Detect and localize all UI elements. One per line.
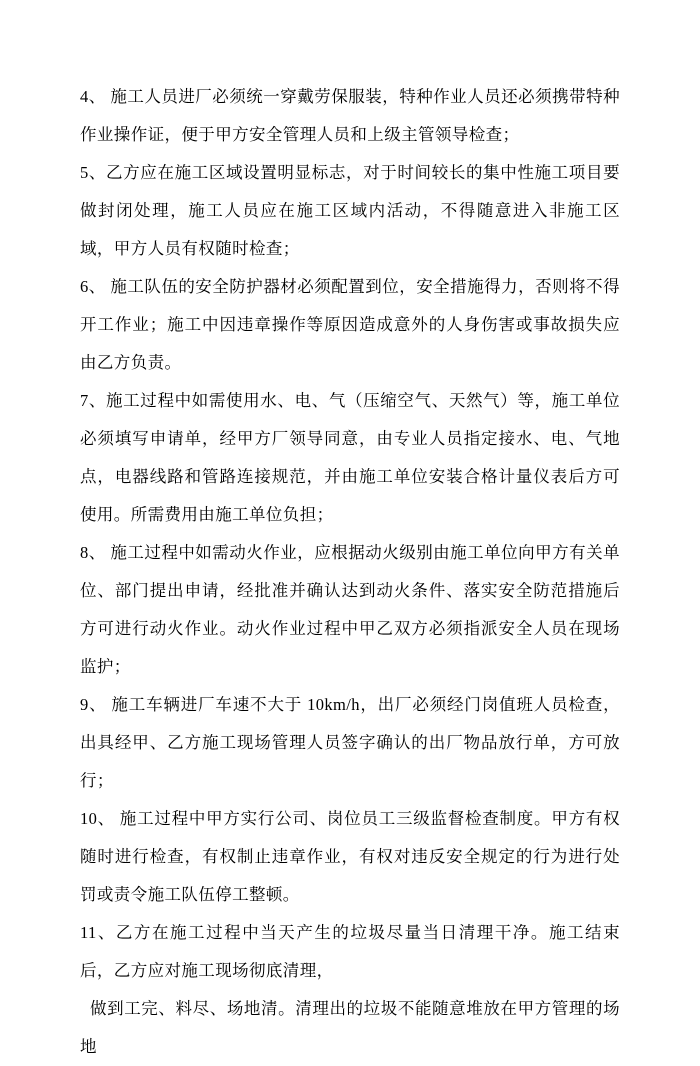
clause-4: 4、 施工人员进厂必须统一穿戴劳保服装，特种作业人员还必须携带特种作业操作证，便于甲方安全管理人员和上级主管领导检查；: [80, 87, 620, 144]
clause-10: 10、 施工过程中甲方实行公司、岗位员工三级监督检查制度。甲方有权随时进行检查，有权制止违章作业，有权对违反安全规定的行为进行处罚或责令施工队伍停工整顿。: [80, 809, 620, 904]
clause-7: 7、施工过程中如需使用水、电、气（压缩空气、天然气）等，施工单位必须填写申请单，经甲方厂领导同意，由专业人员指定接水、电、气地点，电器线路和管路连接规范，并由施工单位安装合格计量仪表后方可使用。所需费用由施工单位负担；: [80, 391, 620, 524]
clause-8: 8、 施工过程中如需动火作业，应根据动火级别由施工单位向甲方有关单位、部门提出申请，经批准并确认达到动火条件、落实安全防范措施后方可进行动火作业。动火作业过程中甲乙双方必须指派安全人员在现场监护；: [80, 543, 620, 676]
clause-6: 6、 施工队伍的安全防护器材必须配置到位，安全措施得力，否则将不得开工作业；施工中因违章操作等原因造成意外的人身伤害或事故损失应由乙方负责。: [80, 277, 620, 372]
clause-11-continuation: 做到工完、料尽、场地清。清理出的垃圾不能随意堆放在甲方管理的场地: [80, 999, 620, 1056]
clause-9: 9、 施工车辆进厂车速不大于 10km/h，出厂必须经门岗值班人员检查，出具经甲、乙方施工现场管理人员签字确认的出厂物品放行单，方可放行；: [80, 695, 620, 790]
clause-11: 11、乙方在施工过程中当天产生的垃圾尽量当日清理干净。施工结束后，乙方应对施工现场彻底清理，: [80, 923, 620, 980]
clause-5: 5、乙方应在施工区域设置明显标志，对于时间较长的集中性施工项目要做封闭处理，施工人员应在施工区域内活动，不得随意进入非施工区域，甲方人员有权随时检查；: [80, 163, 620, 258]
